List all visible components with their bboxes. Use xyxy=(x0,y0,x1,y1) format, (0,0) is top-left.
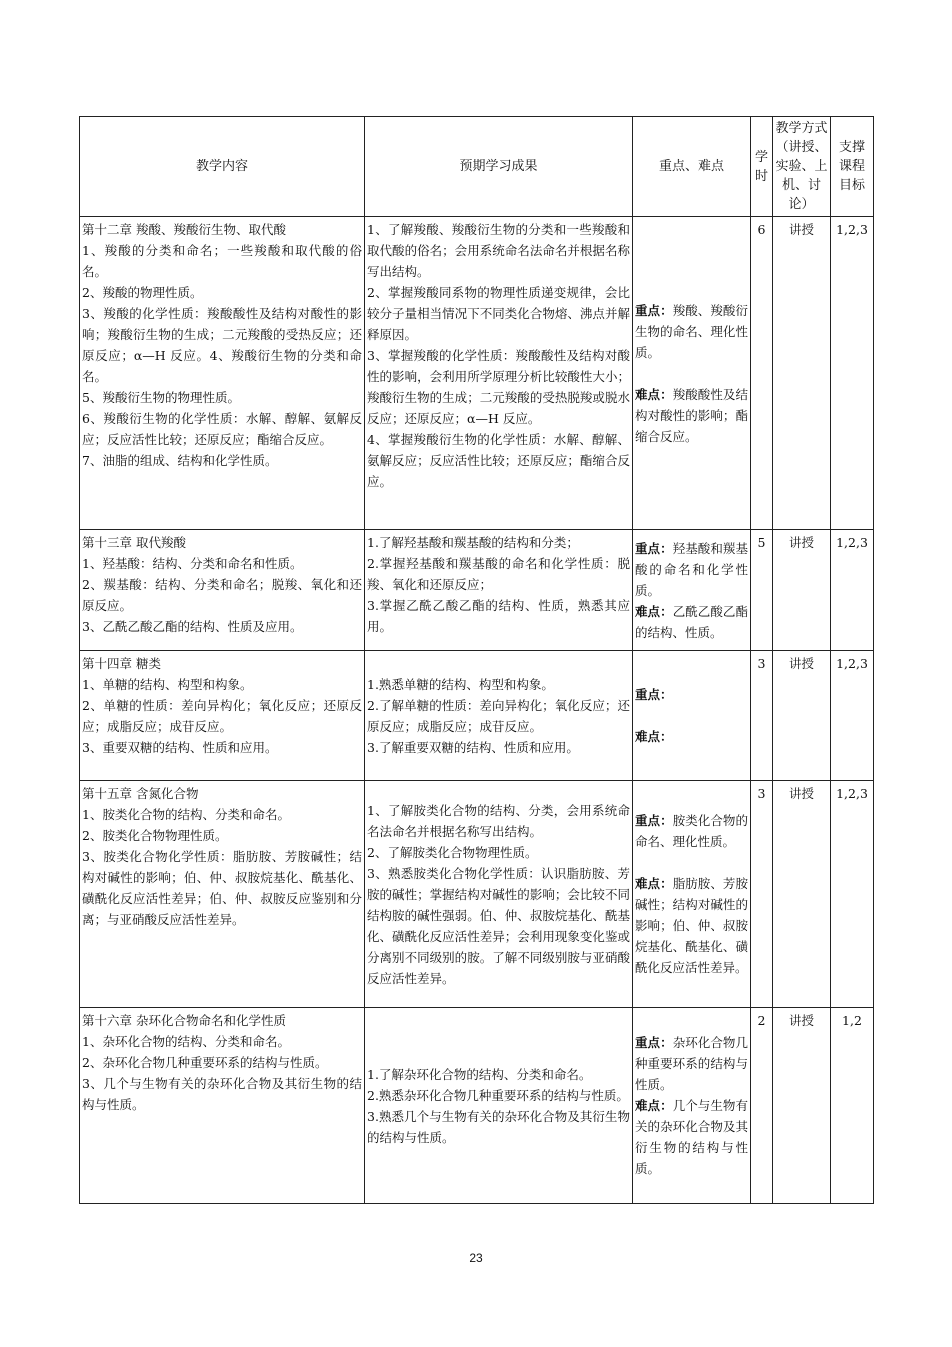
content-item: 3、重要双糖的结构、性质和应用。 xyxy=(82,740,278,755)
difficult-point-text: 乙酰乙酸乙酯的结构、性质。 xyxy=(635,603,748,640)
key-point-text: 杂环化合物几种重要环系的结构与性质。 xyxy=(635,1035,748,1092)
key-point-label: 重点： xyxy=(635,687,673,702)
content-item: 2、胺类化合物物理性质。 xyxy=(82,828,228,843)
outcome-item: 2、了解胺类化合物物理性质。 xyxy=(367,844,538,860)
header-goal: 支撑课程目标 xyxy=(831,117,874,217)
cell-content xyxy=(80,1008,365,1204)
cell-key-points xyxy=(633,217,751,530)
cell-key-points xyxy=(633,781,751,1008)
chapter-title: 第十二章 羧酸、羧酸衍生物、取代酸 xyxy=(82,222,286,237)
content-item: 3、胺类化合物化学性质：脂肪胺、芳胺碱性；结构对碱性的影响；伯、仲、叔胺烷基化、酰基化、磺酰化反应活性差异；伯、仲、叔胺反应鉴别和分离；与亚硝酸反应活性差异。 xyxy=(82,849,362,927)
key-point-label: 重点： xyxy=(635,1035,673,1050)
content-item: 7、油脂的组成、结构和化学性质。 xyxy=(82,453,278,468)
difficult-point-label: 难点： xyxy=(635,603,673,619)
difficult-point-label: 难点： xyxy=(635,386,673,402)
cell-content xyxy=(80,530,365,651)
key-point-text: 羧酸、羧酸衍生物的命名、理化性质。 xyxy=(635,302,748,360)
cell-goal: 1,2,3 xyxy=(831,781,874,1008)
content-item: 6、羧酸衍生物的化学性质：水解、醇解、氨解反应；反应活性比较；还原反应；酯缩合反应。 xyxy=(82,411,362,447)
header-outcome: 预期学习成果 xyxy=(365,117,633,217)
table-row xyxy=(80,530,874,651)
outcome-item: 1.熟悉单糖的结构、构型和构象。 xyxy=(367,676,554,692)
cell-method: 讲授 xyxy=(773,530,831,651)
header-hours: 学时 xyxy=(751,117,773,217)
content-item: 1、胺类化合物的结构、分类和命名。 xyxy=(82,807,290,822)
outcome-item: 3、熟悉胺类化合物化学性质：认识脂肪胺、芳胺的碱性；掌握结构对碱性的影响；会比较不同结构胺的碱性强弱。伯、仲、叔胺烷基化、酰基化、磺酰化反应活性差异；会利用现象变化鉴或分离别不同级别的胺。了解不同级别胺与亚硝酸反应活性差异。 xyxy=(367,865,630,986)
difficult-point-label: 难点： xyxy=(635,876,673,891)
outcome-item: 3.掌握乙酰乙酸乙酯的结构、性质，熟悉其应用。 xyxy=(367,598,630,634)
content-item: 2、羰基酸：结构、分类和命名；脱羧、氧化和还原反应。 xyxy=(82,577,362,613)
outcome-item: 3.熟悉几个与生物有关的杂环化合物及其衍生物的结构与性质。 xyxy=(367,1108,630,1145)
cell-outcome xyxy=(365,781,633,1008)
cell-outcome xyxy=(365,651,633,781)
cell-goal: 1,2,3 xyxy=(831,217,874,530)
header-row xyxy=(80,117,874,217)
cell-hours: 6 xyxy=(751,217,773,530)
content-item: 2、单糖的性质：差向异构化；氧化反应；还原反应；成脂反应；成苷反应。 xyxy=(82,698,362,734)
content-item: 3、乙酰乙酸乙酯的结构、性质及应用。 xyxy=(82,619,303,634)
table-row xyxy=(80,781,874,1008)
outcome-item: 1、了解胺类化合物的结构、分类，会用系统命名法命名并根据名称写出结构。 xyxy=(367,802,630,839)
cell-key-points xyxy=(633,530,751,651)
content-item: 1、单糖的结构、构型和构象。 xyxy=(82,677,253,692)
content-item: 1、杂环化合物的结构、分类和命名。 xyxy=(82,1034,290,1049)
content-item: 1、羧酸的分类和命名；一些羧酸和取代酸的俗名。 xyxy=(82,243,362,279)
chapter-title: 第十三章 取代羧酸 xyxy=(82,535,186,550)
key-point-label: 重点： xyxy=(635,302,673,318)
outcome-item: 3、掌握羧酸的化学性质：羧酸酸性及结构对酸性的影响，会利用所学原理分析比较酸性大小；羧酸衍生物的生成；二元羧酸的受热脱羧或脱水反应；还原反应；α—H 反应。 xyxy=(367,348,630,426)
difficult-point-label: 难点： xyxy=(635,1098,673,1113)
key-point-text: 胺类化合物的命名、理化性质。 xyxy=(635,813,748,849)
cell-key-points xyxy=(633,1008,751,1204)
cell-hours: 2 xyxy=(751,1008,773,1204)
cell-outcome xyxy=(365,1008,633,1204)
cell-key-points xyxy=(633,651,751,781)
header-content: 教学内容 xyxy=(80,117,365,217)
cell-content xyxy=(80,217,365,530)
key-point-text: 羟基酸和羰基酸的命名和化学性质。 xyxy=(635,540,748,598)
content-item: 5、羧酸衍生物的物理性质。 xyxy=(82,390,240,405)
cell-method: 讲授 xyxy=(773,1008,831,1204)
cell-hours: 3 xyxy=(751,781,773,1008)
cell-goal: 1,2,3 xyxy=(831,530,874,651)
page-number: 23 xyxy=(469,1251,483,1265)
key-point-label: 重点： xyxy=(635,540,673,556)
outcome-item: 2.熟悉杂环化合物几种重要环系的结构与性质。 xyxy=(367,1087,629,1103)
difficult-point-label: 难点： xyxy=(635,729,673,744)
table-row xyxy=(80,217,874,530)
outcome-item: 1.了解羟基酸和羰基酸的结构和分类； xyxy=(367,535,579,550)
outcome-item: 1.了解杂环化合物的结构、分类和命名。 xyxy=(367,1066,592,1082)
content-item: 1、羟基酸：结构、分类和命名和性质。 xyxy=(82,556,303,571)
chapter-title: 第十六章 杂环化合物命名和化学性质 xyxy=(82,1013,286,1028)
difficult-point-text: 脂肪胺、芳胺碱性；结构对碱性的影响；伯、仲、叔胺烷基化、酰基化、磺酰化反应活性差异。 xyxy=(635,876,748,975)
outcome-item: 4、掌握羧酸衍生物的化学性质：水解、醇解、氨解反应；反应活性比较；还原反应；酯缩合反应。 xyxy=(367,432,630,489)
cell-content xyxy=(80,781,365,1008)
chapter-title: 第十四章 糖类 xyxy=(82,656,161,671)
cell-hours: 3 xyxy=(751,651,773,781)
outcome-item: 1、了解羧酸、羧酸衍生物的分类和一些羧酸和取代酸的俗名；会用系统命名法命名并根据名称写出结构。 xyxy=(367,222,630,279)
cell-content xyxy=(80,651,365,781)
cell-method: 讲授 xyxy=(773,217,831,530)
content-item: 3、几个与生物有关的杂环化合物及其衍生物的结构与性质。 xyxy=(82,1076,362,1112)
cell-method: 讲授 xyxy=(773,781,831,1008)
chapter-title: 第十五章 含氮化合物 xyxy=(82,786,199,801)
outcome-item: 2、掌握羧酸同系物的物理性质递变规律，会比较分子量相当情况下不同类化合物熔、沸点并解释原因。 xyxy=(367,285,630,342)
header-method: 教学方式（讲授、实验、上机、讨论） xyxy=(773,117,831,217)
cell-goal: 1,2,3 xyxy=(831,651,874,781)
table-row xyxy=(80,651,874,781)
header-key-points: 重点、难点 xyxy=(633,117,751,217)
content-item: 2、杂环化合物几种重要环系的结构与性质。 xyxy=(82,1055,328,1070)
difficult-point-text: 几个与生物有关的杂环化合物及其衍生物的结构与性质。 xyxy=(635,1098,748,1176)
cell-outcome xyxy=(365,217,633,530)
outcome-item: 3.了解重要双糖的结构、性质和应用。 xyxy=(367,739,579,755)
key-point-label: 重点： xyxy=(635,813,673,828)
content-item: 3、羧酸的化学性质：羧酸酸性及结构对酸性的影响；羧酸衍生物的生成；二元羧酸的受热反应；还原反应；α—H 反应。4、羧酸衍生物的分类和命名。 xyxy=(82,306,362,384)
syllabus-table xyxy=(79,116,874,1204)
content-item: 2、羧酸的物理性质。 xyxy=(82,285,203,300)
cell-hours: 5 xyxy=(751,530,773,651)
table-row xyxy=(80,1008,874,1204)
cell-goal: 1,2 xyxy=(831,1008,874,1204)
cell-outcome xyxy=(365,530,633,651)
outcome-item: 2.掌握羟基酸和羰基酸的命名和化学性质：脱羧、氧化和还原反应； xyxy=(367,556,630,592)
difficult-point-text: 羧酸酸性及结构对酸性的影响；酯缩合反应。 xyxy=(635,386,748,444)
outcome-item: 2.了解单糖的性质：差向异构化；氧化反应；还原反应；成脂反应；成苷反应。 xyxy=(367,697,630,734)
cell-method: 讲授 xyxy=(773,651,831,781)
